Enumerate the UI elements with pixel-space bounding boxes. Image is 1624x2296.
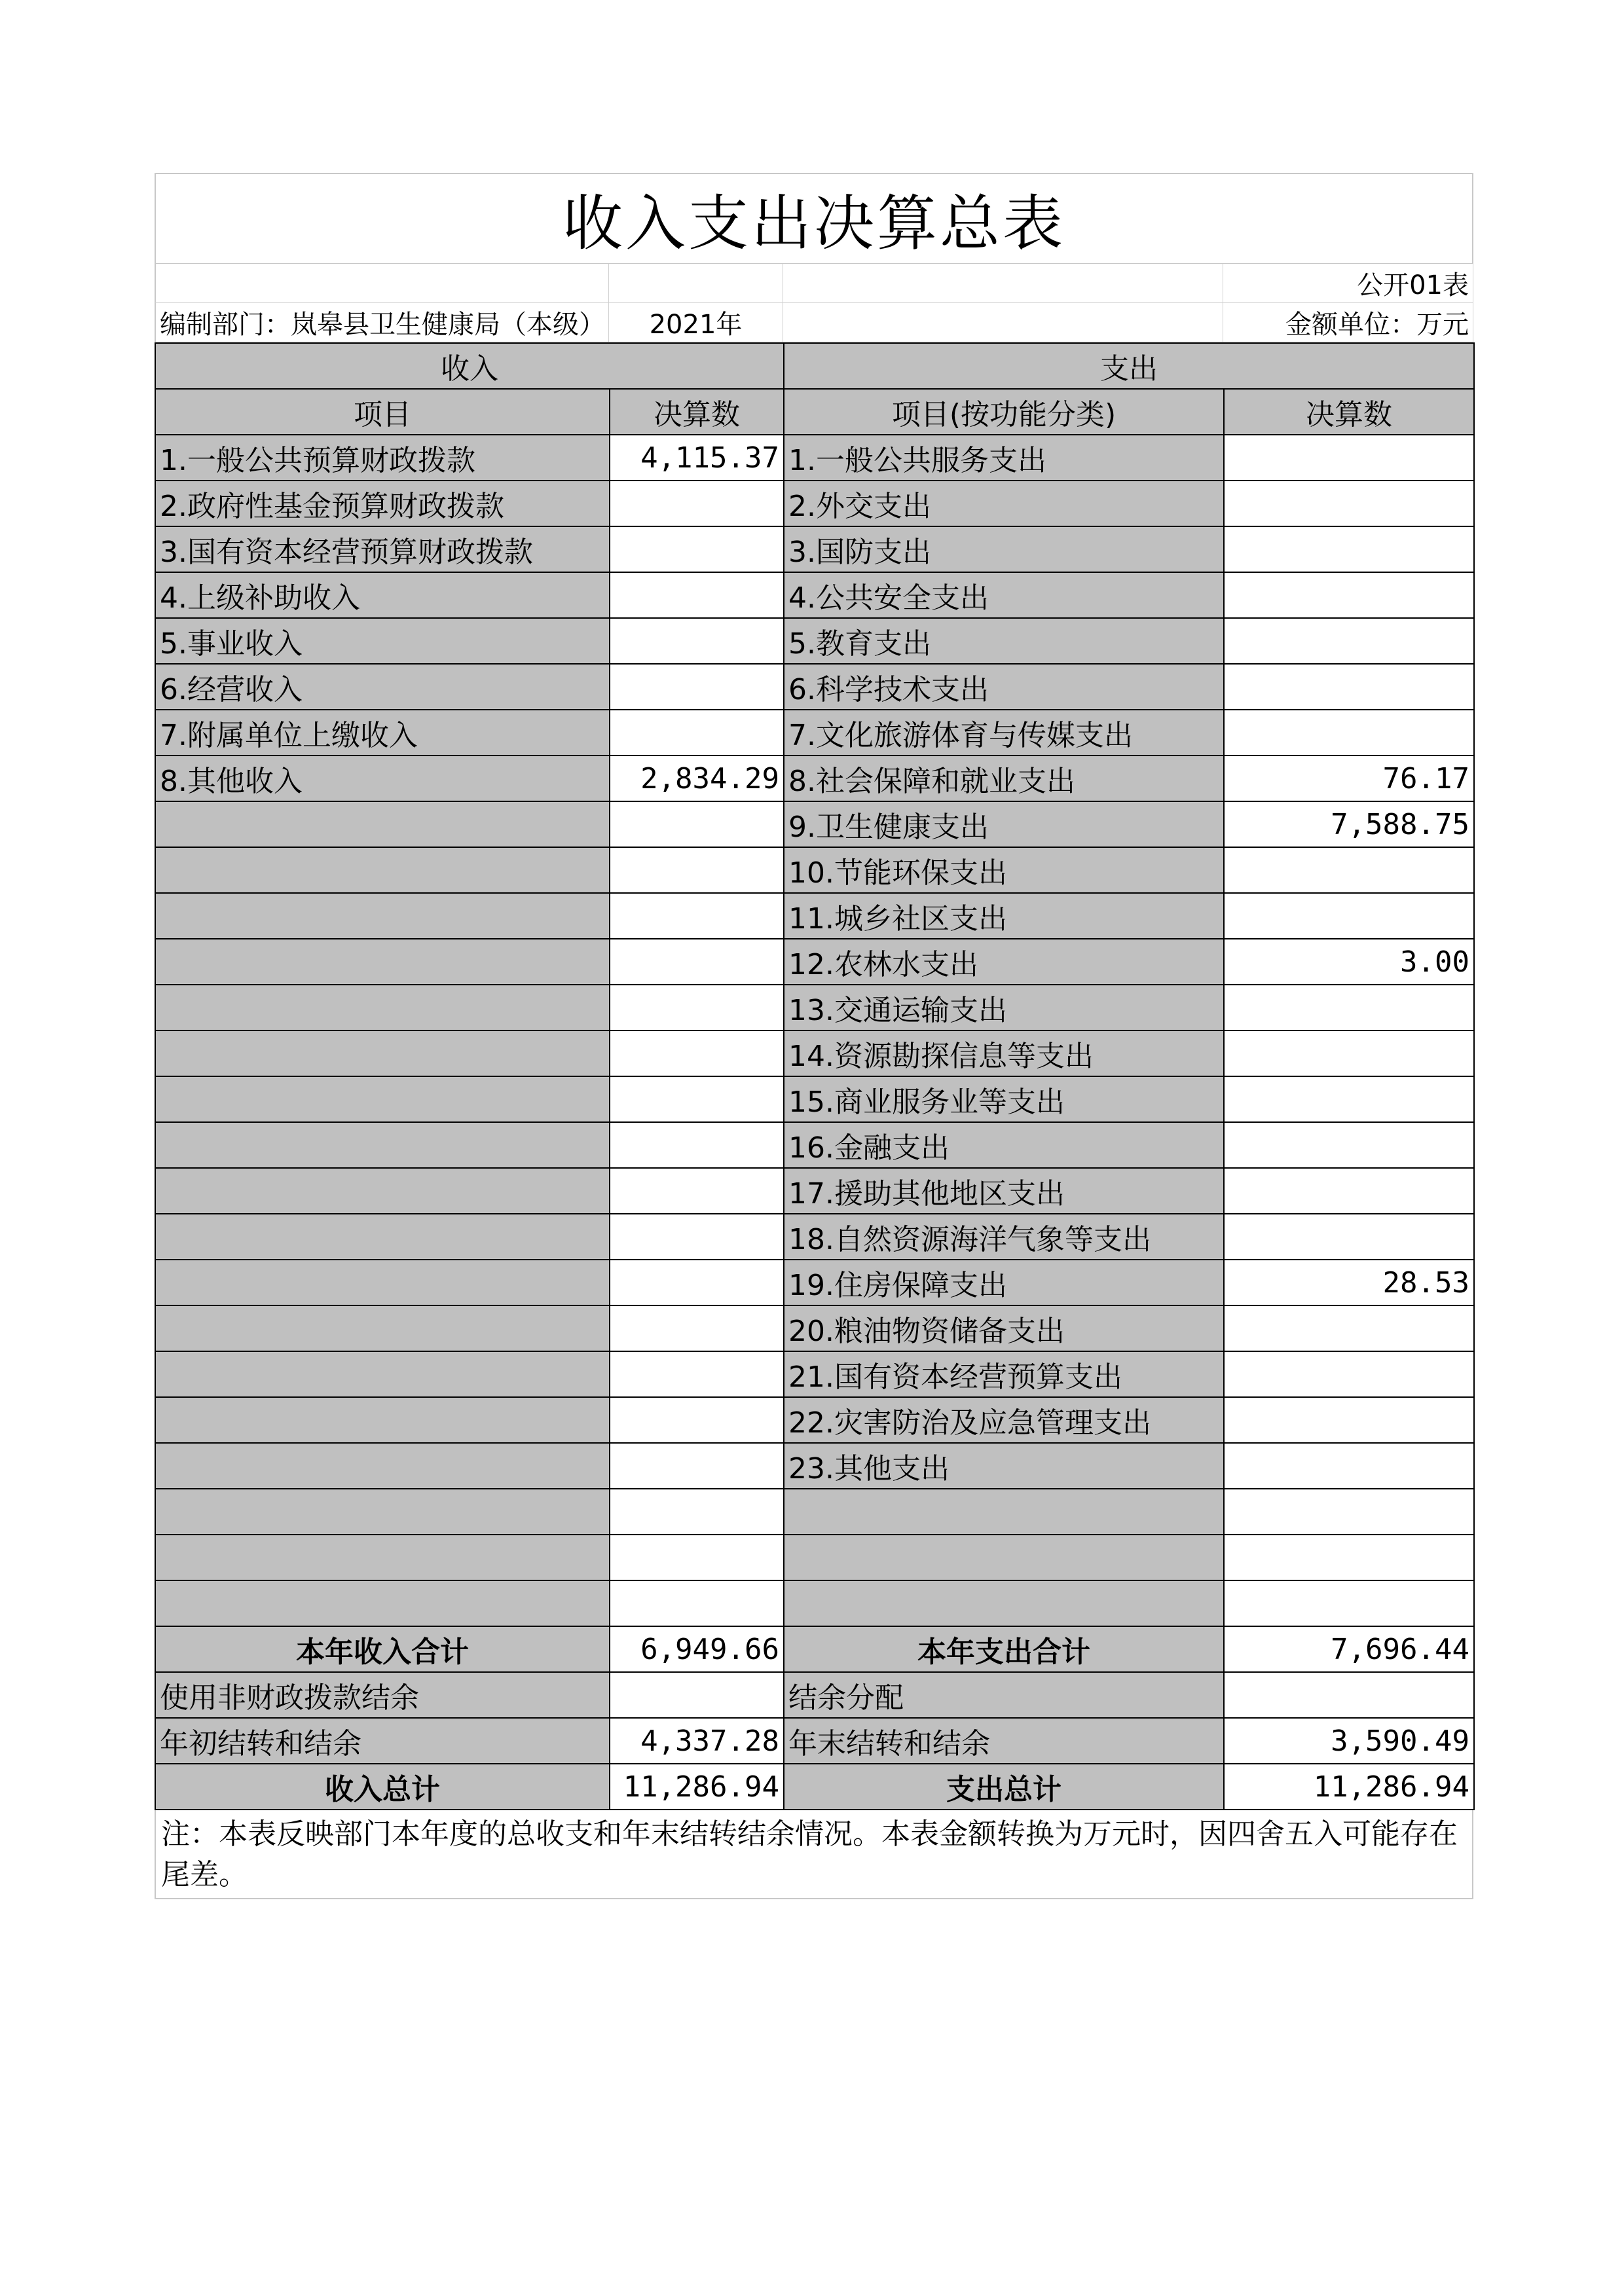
- income-amount: [610, 481, 784, 526]
- grand-expense-label: 支出总计: [784, 1764, 1224, 1810]
- table-row: [155, 1030, 1474, 1076]
- total-expense-value: 7,696.44: [1224, 1626, 1474, 1672]
- income-amount: 2,834.29: [610, 756, 784, 801]
- income-item: [155, 1122, 610, 1168]
- income-item: [155, 1076, 610, 1122]
- income-item: 8.其他收入: [155, 756, 610, 801]
- table-row: [155, 664, 1474, 710]
- table-row: [155, 1397, 1474, 1443]
- income-amount: [610, 1168, 784, 1214]
- report-sheet: [155, 173, 1473, 1899]
- grand-total-row: [155, 1764, 1474, 1810]
- expense-item: 17.援助其他地区支出: [784, 1168, 1224, 1214]
- expense-amount: [1224, 1351, 1474, 1397]
- income-amount: [610, 1443, 784, 1489]
- col-amount: 决算数: [610, 389, 784, 435]
- table-row: [155, 1489, 1474, 1535]
- table-row: [155, 1535, 1474, 1580]
- expense-amount: [1224, 1443, 1474, 1489]
- income-item: [155, 1214, 610, 1260]
- expense-item: [784, 1580, 1224, 1626]
- expense-item: 6.科学技术支出: [784, 664, 1224, 710]
- expense-item: 16.金融支出: [784, 1122, 1224, 1168]
- income-item: [155, 1030, 610, 1076]
- expense-amount: 76.17: [1224, 756, 1474, 801]
- income-amount: [610, 1489, 784, 1535]
- income-amount: [610, 1580, 784, 1626]
- income-amount: [610, 572, 784, 618]
- total-income-label: 本年收入合计: [155, 1626, 610, 1672]
- income-amount: [610, 893, 784, 939]
- dept-label: 编制部门：岚皋县卫生健康局（本级）: [155, 303, 609, 342]
- income-amount: [610, 664, 784, 710]
- expense-item: 19.住房保障支出: [784, 1260, 1224, 1305]
- table-row: [155, 710, 1474, 756]
- income-item: 6.经营收入: [155, 664, 610, 710]
- table-row: [155, 435, 1474, 481]
- total-income-value: 6,949.66: [610, 1626, 784, 1672]
- table-row: [155, 1168, 1474, 1214]
- end-value: 3,590.49: [1224, 1718, 1474, 1764]
- table-row: [155, 1443, 1474, 1489]
- page-title: 收入支出决算总表: [155, 173, 1473, 264]
- expense-amount: [1224, 1397, 1474, 1443]
- income-item: 1.一般公共预算财政拨款: [155, 435, 610, 481]
- table-row: [155, 1305, 1474, 1351]
- expense-amount: [1224, 435, 1474, 481]
- income-amount: [610, 1214, 784, 1260]
- income-item: 4.上级补助收入: [155, 572, 610, 618]
- section-header-row: [155, 343, 1474, 389]
- grand-income-value: 11,286.94: [610, 1764, 784, 1810]
- income-header: 收入: [155, 343, 784, 389]
- income-amount: [610, 1397, 784, 1443]
- budget-table: [155, 342, 1475, 1810]
- income-item: [155, 1260, 610, 1305]
- expense-amount: [1224, 710, 1474, 756]
- income-item: [155, 1397, 610, 1443]
- expense-amount: [1224, 893, 1474, 939]
- expense-item: 23.其他支出: [784, 1443, 1224, 1489]
- table-row: [155, 1122, 1474, 1168]
- expense-amount: [1224, 481, 1474, 526]
- form-code: 公开01表: [1223, 264, 1473, 303]
- table-row: [155, 801, 1474, 847]
- table-row: [155, 847, 1474, 893]
- expense-amount: [1224, 1580, 1474, 1626]
- income-amount: [610, 1030, 784, 1076]
- table-row: [155, 1214, 1474, 1260]
- table-row: [155, 481, 1474, 526]
- end-label: 年末结转和结余: [784, 1718, 1224, 1764]
- column-header-row: [155, 389, 1474, 435]
- expense-amount: [1224, 1214, 1474, 1260]
- begin-value: 4,337.28: [610, 1718, 784, 1764]
- expense-item: 10.节能环保支出: [784, 847, 1224, 893]
- income-amount: [610, 1535, 784, 1580]
- form-code-row: [155, 264, 1473, 303]
- total-row: [155, 1626, 1474, 1672]
- surplus-dist-value: [1224, 1672, 1474, 1718]
- income-amount: [610, 1305, 784, 1351]
- meta-empty-1: [155, 264, 609, 303]
- income-amount: [610, 526, 784, 572]
- begin-label: 年初结转和结余: [155, 1718, 610, 1764]
- income-item: 5.事业收入: [155, 618, 610, 664]
- grand-expense-value: 11,286.94: [1224, 1764, 1474, 1810]
- income-item: [155, 801, 610, 847]
- table-row: [155, 1351, 1474, 1397]
- income-item: [155, 1168, 610, 1214]
- col-item: 项目: [155, 389, 610, 435]
- expense-amount: [1224, 1076, 1474, 1122]
- income-item: [155, 1351, 610, 1397]
- expense-item: 7.文化旅游体育与传媒支出: [784, 710, 1224, 756]
- col-item-func: 项目(按功能分类): [784, 389, 1224, 435]
- expense-amount: [1224, 985, 1474, 1030]
- table-row: [155, 756, 1474, 801]
- carryover-row: [155, 1718, 1474, 1764]
- expense-item: 2.外交支出: [784, 481, 1224, 526]
- surplus-dist-label: 结余分配: [784, 1672, 1224, 1718]
- nonfiscal-label: 使用非财政拨款结余: [155, 1672, 610, 1718]
- income-item: [155, 1489, 610, 1535]
- income-amount: [610, 618, 784, 664]
- expense-item: 13.交通运输支出: [784, 985, 1224, 1030]
- expense-item: [784, 1535, 1224, 1580]
- expense-header: 支出: [784, 343, 1474, 389]
- income-item: 7.附属单位上缴收入: [155, 710, 610, 756]
- table-row: [155, 572, 1474, 618]
- income-amount: [610, 939, 784, 985]
- expense-item: 15.商业服务业等支出: [784, 1076, 1224, 1122]
- meta-empty-2: [609, 264, 783, 303]
- expense-item: 20.粮油物资储备支出: [784, 1305, 1224, 1351]
- table-row: [155, 1260, 1474, 1305]
- expense-item: 1.一般公共服务支出: [784, 435, 1224, 481]
- expense-amount: [1224, 1535, 1474, 1580]
- income-item: 3.国有资本经营预算财政拨款: [155, 526, 610, 572]
- expense-amount: [1224, 526, 1474, 572]
- expense-amount: [1224, 664, 1474, 710]
- expense-item: 3.国防支出: [784, 526, 1224, 572]
- expense-item: 12.农林水支出: [784, 939, 1224, 985]
- income-item: [155, 1305, 610, 1351]
- table-row: [155, 985, 1474, 1030]
- table-row: [155, 1580, 1474, 1626]
- expense-amount: 3.00: [1224, 939, 1474, 985]
- expense-amount: [1224, 618, 1474, 664]
- income-item: 2.政府性基金预算财政拨款: [155, 481, 610, 526]
- nonfiscal-value: [610, 1672, 784, 1718]
- footnote: 注：本表反映部门本年度的总收支和年末结转结余情况。本表金额转换为万元时，因四舍五入可能存在尾差。: [155, 1810, 1473, 1899]
- income-amount: [610, 801, 784, 847]
- income-amount: [610, 1351, 784, 1397]
- table-row: [155, 939, 1474, 985]
- income-amount: [610, 985, 784, 1030]
- income-item: [155, 893, 610, 939]
- table-row: [155, 893, 1474, 939]
- grand-income-label: 收入总计: [155, 1764, 610, 1810]
- expense-amount: 28.53: [1224, 1260, 1474, 1305]
- income-amount: [610, 1260, 784, 1305]
- expense-item: 4.公共安全支出: [784, 572, 1224, 618]
- expense-amount: 7,588.75: [1224, 801, 1474, 847]
- expense-amount: [1224, 847, 1474, 893]
- expense-item: 14.资源勘探信息等支出: [784, 1030, 1224, 1076]
- expense-amount: [1224, 1030, 1474, 1076]
- expense-item: 8.社会保障和就业支出: [784, 756, 1224, 801]
- table-row: [155, 1076, 1474, 1122]
- income-item: [155, 847, 610, 893]
- income-item: [155, 1443, 610, 1489]
- nonfiscal-row: [155, 1672, 1474, 1718]
- unit-label: 金额单位：万元: [1223, 303, 1473, 342]
- total-expense-label: 本年支出合计: [784, 1626, 1224, 1672]
- meta-row: [155, 303, 1473, 342]
- year-label: 2021年: [609, 303, 783, 342]
- expense-amount: [1224, 1305, 1474, 1351]
- income-amount: [610, 847, 784, 893]
- income-item: [155, 985, 610, 1030]
- table-row: [155, 618, 1474, 664]
- expense-amount: [1224, 572, 1474, 618]
- income-item: [155, 1535, 610, 1580]
- income-item: [155, 939, 610, 985]
- meta-empty-4: [783, 303, 1223, 342]
- expense-item: [784, 1489, 1224, 1535]
- expense-amount: [1224, 1122, 1474, 1168]
- expense-amount: [1224, 1168, 1474, 1214]
- expense-item: 18.自然资源海洋气象等支出: [784, 1214, 1224, 1260]
- income-amount: [610, 1122, 784, 1168]
- expense-item: 9.卫生健康支出: [784, 801, 1224, 847]
- income-amount: 4,115.37: [610, 435, 784, 481]
- expense-item: 22.灾害防治及应急管理支出: [784, 1397, 1224, 1443]
- table-row: [155, 526, 1474, 572]
- income-amount: [610, 1076, 784, 1122]
- income-item: [155, 1580, 610, 1626]
- expense-item: 21.国有资本经营预算支出: [784, 1351, 1224, 1397]
- col-amount-2: 决算数: [1224, 389, 1474, 435]
- expense-amount: [1224, 1489, 1474, 1535]
- expense-item: 5.教育支出: [784, 618, 1224, 664]
- meta-empty-3: [783, 264, 1223, 303]
- expense-item: 11.城乡社区支出: [784, 893, 1224, 939]
- income-amount: [610, 710, 784, 756]
